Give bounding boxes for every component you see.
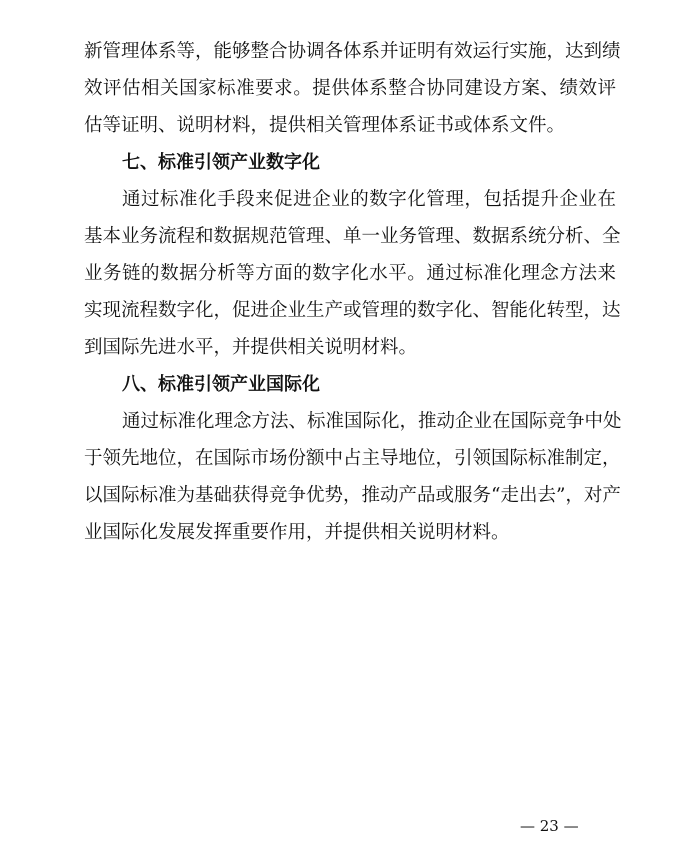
body-text-line: 业务链的数据分析等方面的数字化水平。通过标准化理念方法来	[84, 263, 616, 284]
body-text-line: 估等证明、说明材料，提供相关管理体系证书或体系文件。	[84, 115, 566, 136]
body-text-line: 以国际标准为基础获得竞争优势，推动产品或服务“走出去”，对产	[84, 485, 621, 506]
body-text-line: 基本业务流程和数据规范管理、单一业务管理、数据系统分析、全	[84, 226, 621, 247]
section-heading-7: 七、标准引领产业数字化	[122, 152, 320, 173]
body-text-line: 于领先地位，在国际市场份额中占主导地位，引领国际标准制定，	[84, 448, 621, 469]
body-text-line: 到国际先进水平，并提供相关说明材料。	[84, 337, 418, 358]
body-text-line: 实现流程数字化，促进企业生产或管理的数字化、智能化转型，达	[84, 300, 621, 321]
body-text-line: 效评估相关国家标准要求。提供体系整合协同建设方案、绩效评	[84, 78, 616, 99]
body-text-line: 业国际化发展发挥重要作用，并提供相关说明材料。	[84, 522, 510, 543]
body-text-line: 新管理体系等，能够整合协调各体系并证明有效运行实施，达到绩	[84, 41, 621, 62]
body-text-line: 通过标准化手段来促进企业的数字化管理，包括提升企业在	[122, 189, 616, 210]
section-heading-8: 八、标准引领产业国际化	[122, 374, 320, 395]
page-number: — 23 —	[520, 817, 579, 835]
body-text-line: 通过标准化理念方法、标准国际化，推动企业在国际竞争中处	[122, 411, 622, 432]
